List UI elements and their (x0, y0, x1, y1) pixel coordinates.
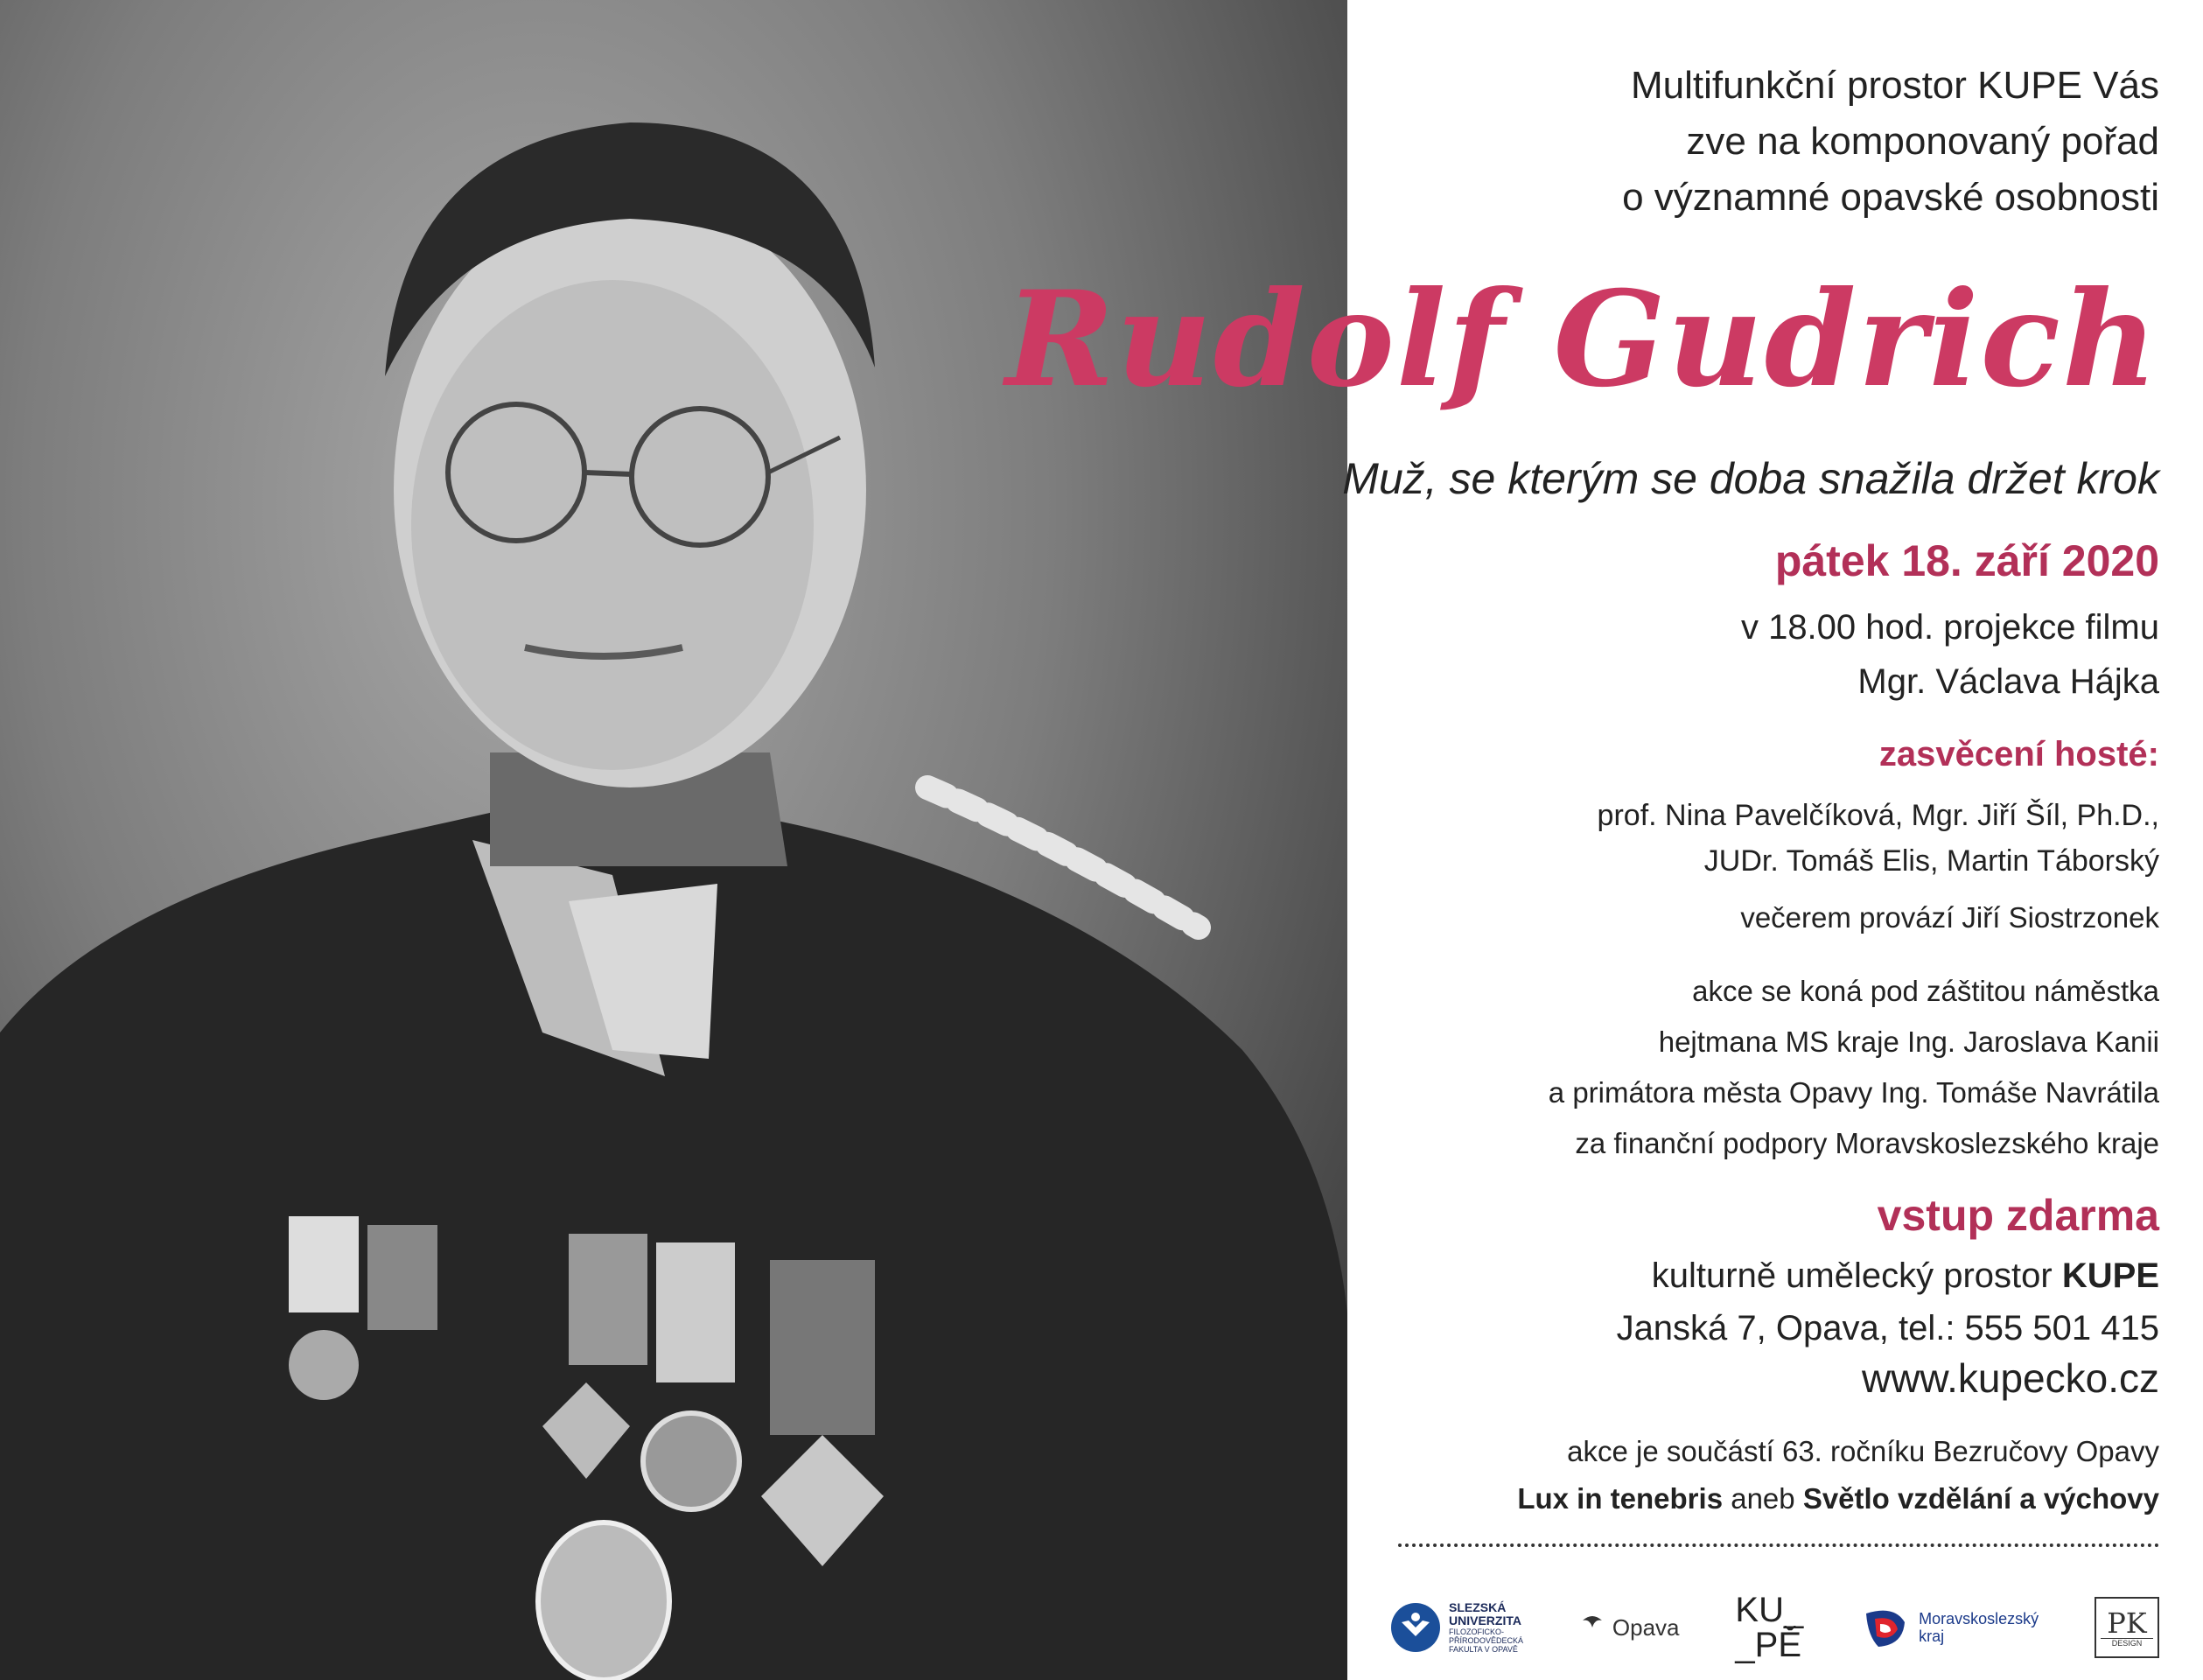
patronage-info (1549, 966, 2159, 1169)
series-line: akce je součástí 63. ročníku Bezručovy Opavy (1567, 1435, 2159, 1467)
film-line: v 18.00 hod. projekce filmu (1740, 608, 2159, 647)
eagle-icon (1389, 1601, 1442, 1654)
venue-info (1617, 1250, 2159, 1354)
series-motto (1517, 1482, 2159, 1516)
msk-emblem-icon (1859, 1601, 1912, 1654)
pk-mark: PK (2107, 1606, 2147, 1640)
invitation-text-column (1005, 0, 2159, 1680)
intro-line: Multifunkční prostor KUPE Vás (1630, 64, 2159, 107)
film-info (1741, 600, 2159, 709)
su-sub3: FAKULTA V OPAVĚ (1449, 1645, 1518, 1654)
su-sub2: PŘÍRODOVĚDECKÁ (1449, 1636, 1524, 1645)
dotted-divider (1398, 1544, 2159, 1547)
kupe-bottom: _PĚ (1735, 1626, 1801, 1664)
patron-line: za finanční podpory Moravskoslezského kraje (1575, 1127, 2159, 1159)
free-entry: vstup zdarma (1877, 1191, 2159, 1240)
pk-design: DESIGN (2101, 1638, 2153, 1648)
venue-address: Janská 7, Opava, tel.: 555 501 415 (1616, 1309, 2159, 1348)
patron-line: a primátora města Opavy Ing. Tomáše Navrátila (1548, 1076, 2159, 1109)
su-sub1: FILOZOFICKO- (1449, 1628, 1504, 1636)
host-info: večerem provází Jiří Siostrzonek (1740, 901, 2159, 934)
venue-name: KUPE (2061, 1256, 2159, 1295)
su-line1: SLEZSKÁ (1449, 1600, 1507, 1614)
intro-line: zve na komponovaný pořad (1686, 120, 2159, 163)
opava-name: Opava (1612, 1614, 1680, 1641)
msk-line2: kraj (1919, 1628, 1945, 1645)
guests-line: prof. Nina Pavelčíková, Mgr. Jiří Šíl, Ph.D., (1597, 799, 2159, 832)
film-line: Mgr. Václava Hájka (1857, 662, 2159, 701)
venue-prefix: kulturně umělecký prostor (1651, 1256, 2062, 1295)
opava-logo (1579, 1610, 1680, 1645)
slezska-univerzita-logo (1389, 1601, 1523, 1654)
pk-design-logo (2095, 1597, 2159, 1658)
guests-list (1598, 793, 2159, 884)
guests-line: JUDr. Tomáš Elis, Martin Táborský (1703, 844, 2159, 878)
msk-logo (1859, 1601, 2039, 1654)
event-date: pátek 18. září 2020 (1774, 536, 2159, 585)
event-title: Rudolf Gudrich (1005, 262, 2159, 416)
motto-part-2: Světlo vzdělání a výchovy (1802, 1482, 2159, 1515)
guests-heading: zasvěcení hosté: (1878, 735, 2159, 774)
kupe-top: KU_ (1735, 1591, 1804, 1629)
patron-line: akce se koná pod záštitou náměstka (1692, 975, 2159, 1007)
msk-line1: Moravskoslezský (1919, 1610, 2039, 1628)
website-link[interactable]: www.kupecko.cz (1861, 1355, 2159, 1401)
kupe-logo (1735, 1592, 1803, 1662)
patron-line: hejtmana MS kraje Ing. Jaroslava Kanii (1658, 1026, 2159, 1058)
motto-part-1: Lux in tenebris (1517, 1482, 1724, 1515)
venue-line (1617, 1250, 2159, 1302)
intro-block (1622, 58, 2159, 226)
intro-line: o významné opavské osobnosti (1622, 176, 2159, 219)
bird-icon (1579, 1610, 1605, 1645)
su-line2: UNIVERZITA (1449, 1614, 1521, 1628)
sponsor-logos (1389, 1584, 2159, 1671)
motto-connector: aneb (1723, 1482, 1803, 1515)
event-subtitle: Muž, se kterým se doba snažila držet krok (1342, 454, 2159, 503)
